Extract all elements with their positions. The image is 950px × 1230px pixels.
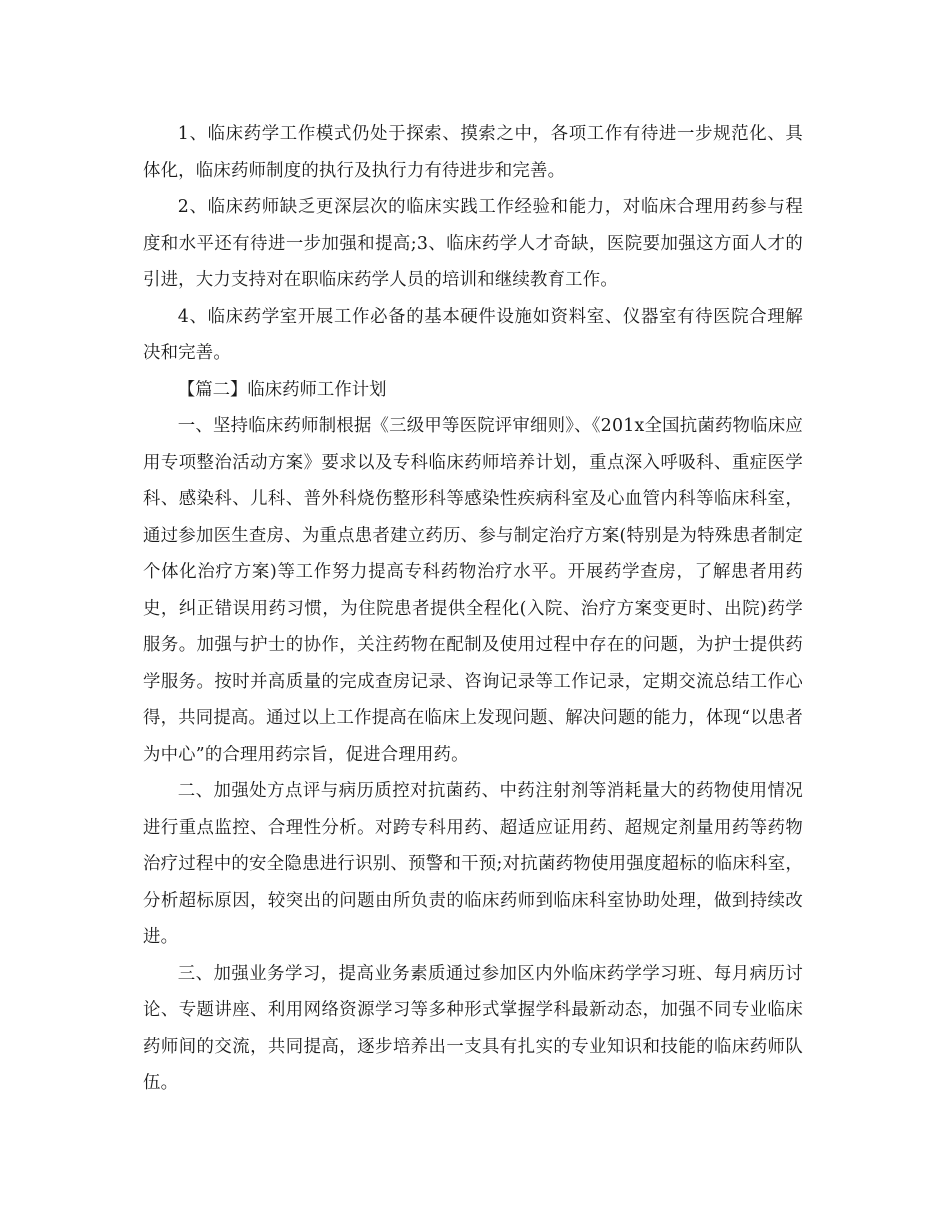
- section-paragraph-3: 三、加强业务学习，提高业务素质通过参加区内外临床药学学习班、每月病历讨论、专题讲座、利用网络资源学习等多种形式掌握学科最新动态，加强不同专业临床药师间的交流，共同提高，逐步培养出一支具有扎实的专业知识和技能的临床药师队伍。: [143, 963, 803, 1093]
- section-paragraph-2: 二、加强处方点评与病历质控对抗菌药、中药注射剂等消耗量大的药物使用情况进行重点监控、合理性分析。对跨专科用药、超适应证用药、超规定剂量用药等药物治疗过程中的安全隐患进行识别、预警和干预;对抗菌药物使用强度超标的临床科室，分析超标原因，较突出的问题由所负责的临床药师到临床科室协助处理，做到持续改进。: [143, 781, 803, 947]
- paragraph-3: 4、临床药学室开展工作必备的基本硬件设施如资料室、仪器室有待医院合理解决和完善。: [143, 306, 803, 363]
- document-page: [143, 116, 803, 1102]
- paragraph-1: 1、临床药学工作模式仍处于探索、摸索之中，各项工作有待进一步规范化、具体化，临床药师制度的执行及执行力有待进步和完善。: [143, 124, 803, 181]
- paragraph-2: 2、临床药师缺乏更深层次的临床实践工作经验和能力，对临床合理用药参与程度和水平还有待进一步加强和提高;3、临床药学人才奇缺，医院要加强这方面人才的引进，大力支持对在职临床药学人员的培训和继续教育工作。: [143, 197, 803, 290]
- section-heading: 【篇二】临床药师工作计划: [177, 379, 387, 400]
- section-paragraph-1: 一、坚持临床药师制根据《三级甲等医院评审细则》、《201x全国抗菌药物临床应用专项整治活动方案》要求以及专科临床药师培养计划，重点深入呼吸科、重症医学科、感染科、儿科、普外科烧伤整形科等感染性疾病科室及心血管内科等临床科室，通过参加医生查房、为重点患者建立药历、参与制定治疗方案(特别是为特殊患者制定个体化治疗方案)等工作努力提高专科药物治疗水平。开展药学查房，了解患者用药史，纠正错误用药习惯，为住院患者提供全程化(入院、治疗方案变更时、出院)药学服务。加强与护士的协作，关注药物在配制及使用过程中存在的问题，为护士提供药学服务。按时并高质量的完成查房记录、咨询记录等工作记录，定期交流总结工作心得，共同提高。通过以上工作提高在临床上发现问题、解决问题的能力，体现“以患者为中心”的合理用药宗旨，促进合理用药。: [143, 416, 803, 765]
